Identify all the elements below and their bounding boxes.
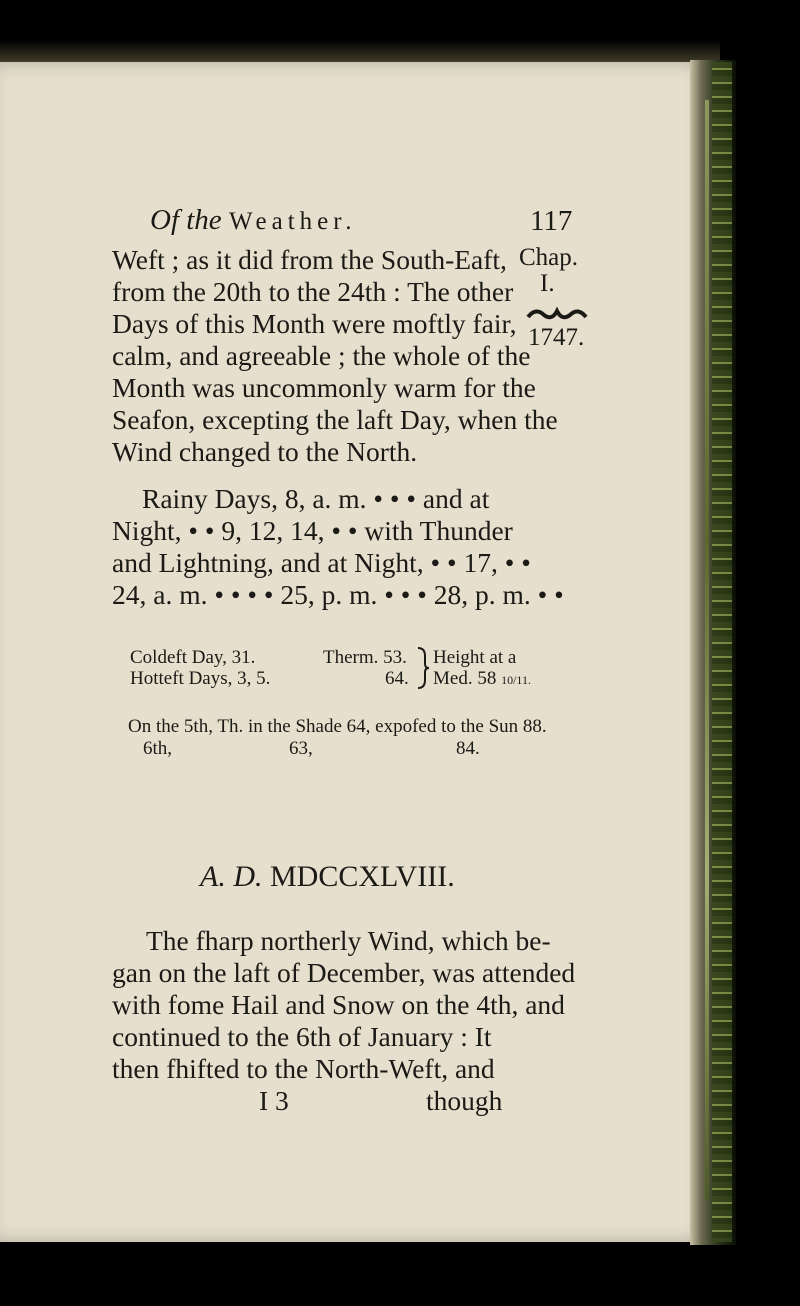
- text-line: Night, • • 9, 12, 14, • • with Thunder: [112, 515, 513, 546]
- height-bottom-value: Med. 58: [433, 668, 497, 689]
- shade-line2-shade: 63,: [289, 738, 313, 759]
- text-line: from the 20th to the 24th : The other: [112, 276, 514, 307]
- heading-prefix: A. D.: [200, 860, 263, 893]
- text-line: Rainy Days, 8, a. m. • • • and at: [142, 483, 490, 514]
- catchword: though: [426, 1085, 503, 1116]
- text-line: Days of this Month were moftly fair,: [112, 308, 517, 339]
- therm-top: Therm. 53.: [323, 647, 407, 668]
- margin-chapter-number: I.: [540, 270, 555, 297]
- text-line: Month was uncommonly warm for the: [112, 372, 536, 403]
- text-line: gan on the laft of December, was attended: [112, 957, 576, 988]
- text-line: The fharp northerly Wind, which be-: [146, 925, 551, 956]
- hottest-days: Hotteft Days, 3, 5.: [130, 668, 271, 689]
- text-line: Weft ; as it did from the South-Eaft,: [112, 244, 507, 275]
- running-title-italic: Of the: [150, 204, 222, 236]
- text-line: continued to the 6th of January : It: [112, 1021, 492, 1052]
- spine-binding-line: [705, 100, 709, 1200]
- coldest-day: Coldeft Day, 31.: [130, 647, 256, 668]
- page-edges: [712, 62, 732, 1242]
- therm-bottom: 64.: [385, 668, 409, 689]
- bracket-icon: [416, 646, 430, 695]
- shade-line2-sun: 84.: [456, 738, 480, 759]
- height-fraction: 10/11.: [501, 673, 531, 687]
- page-number: 117: [530, 205, 573, 237]
- text-line: with fome Hail and Snow on the 4th, and: [112, 989, 565, 1020]
- heading-year: MDCCXLVIII.: [270, 860, 455, 893]
- height-bottom: [433, 668, 531, 690]
- text-line: Seafon, excepting the laft Day, when the: [112, 404, 558, 435]
- text-line: and Lightning, and at Night, • • 17, • •: [112, 547, 531, 578]
- signature-mark: I 3: [259, 1085, 289, 1116]
- shade-line2-day: 6th,: [143, 738, 173, 759]
- running-title-caps: Weather.: [228, 208, 357, 235]
- section-heading: [200, 860, 455, 894]
- margin-year: 1747.: [528, 324, 585, 351]
- running-title: [150, 204, 356, 237]
- text-line: calm, and agreeable ; the whole of the: [112, 340, 531, 371]
- text-line: Wind changed to the North.: [112, 436, 418, 467]
- shade-line: On the 5th, Th. in the Shade 64, expofed to the Sun 88.: [128, 716, 547, 737]
- margin-chapter: Chap.: [519, 244, 579, 271]
- height-top: Height at a: [433, 647, 517, 668]
- text-line: then fhifted to the North-Weft, and: [112, 1053, 495, 1084]
- text-line: 24, a. m. • • • • 25, p. m. • • • 28, p. m. • •: [112, 579, 564, 610]
